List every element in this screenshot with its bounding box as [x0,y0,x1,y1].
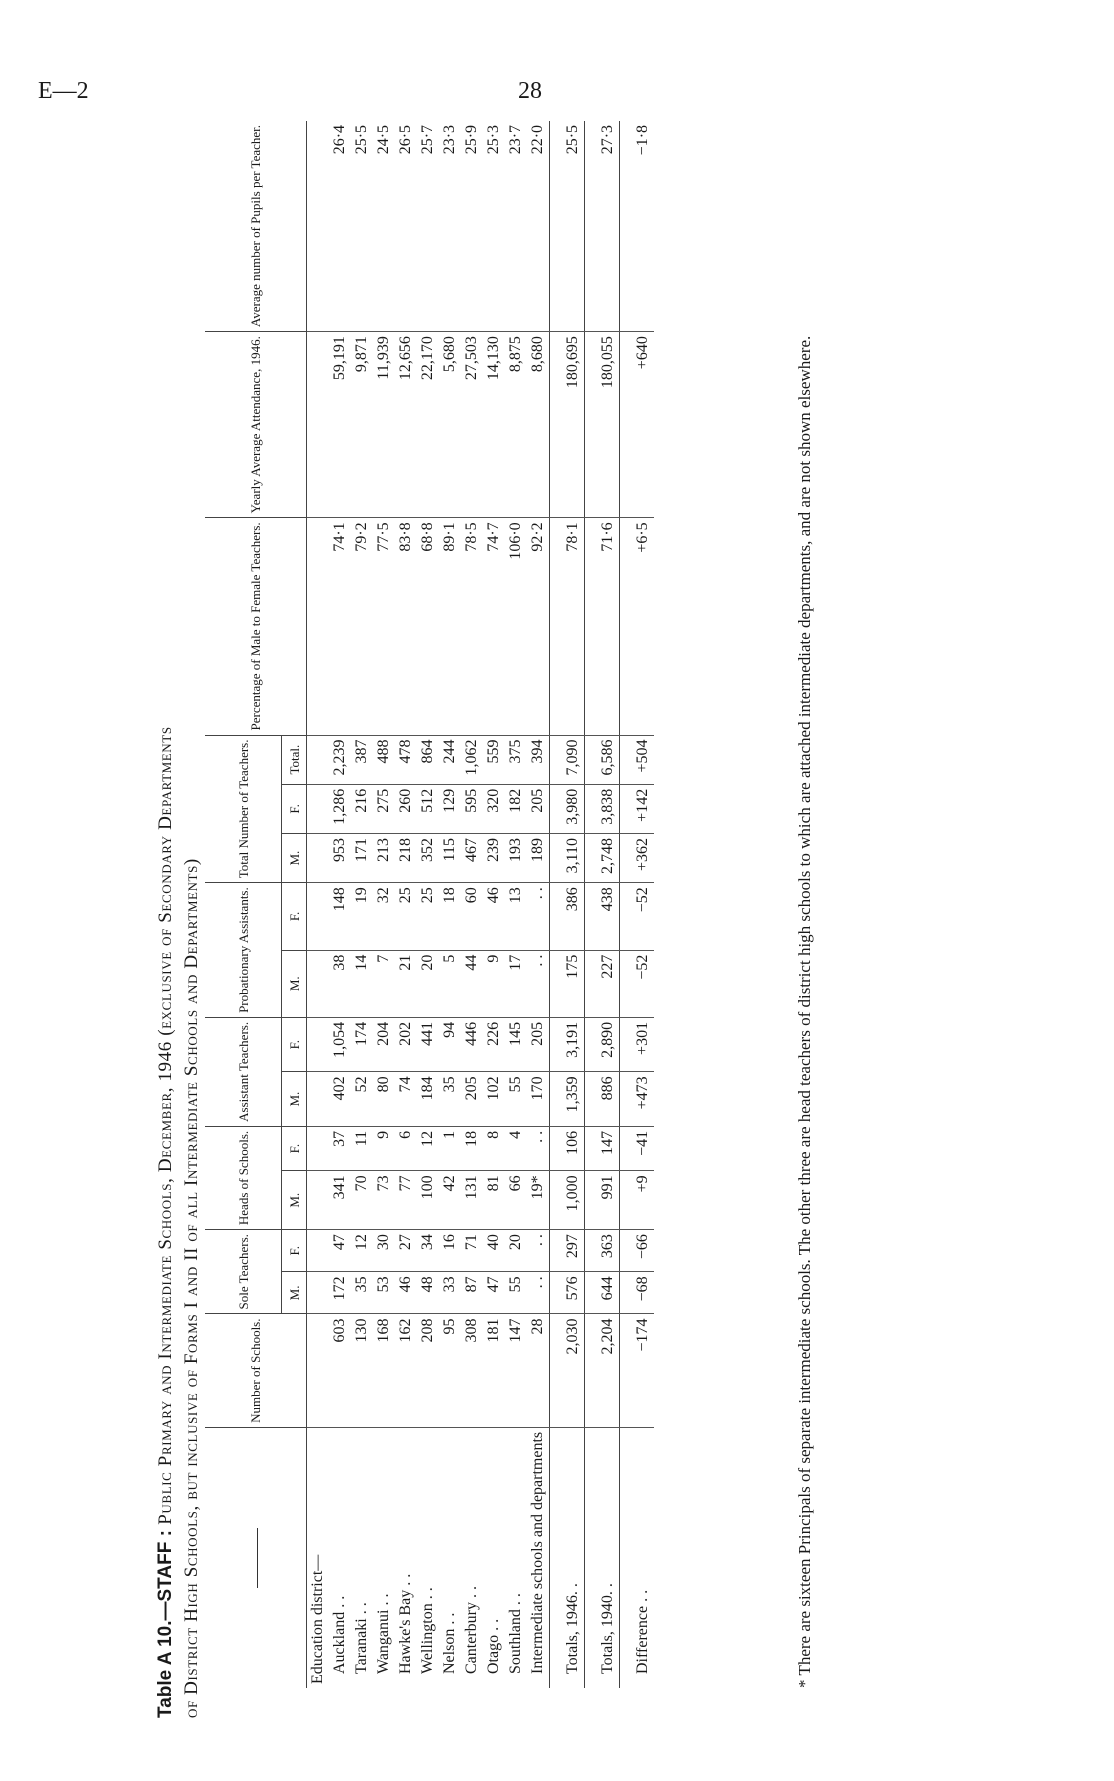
table-cell: 46 [483,883,505,950]
table-cell: 55 [505,1072,527,1126]
section-row [307,121,330,1688]
row-label: Totals, 1946. . [550,1427,585,1688]
table-cell: −52 [620,883,655,950]
sub-total: Total. [282,735,307,784]
table-cell: 78·1 [550,518,585,735]
table-cell: 22,170 [417,332,439,518]
table-cell: 170 [527,1072,550,1126]
table-cell: 52 [351,1072,373,1126]
table-cell: 47 [483,1272,505,1314]
table-cell: 886 [585,1072,620,1126]
table-cell: +142 [620,784,655,833]
header-row [205,121,282,1688]
sub-f: F. [282,883,307,950]
table-cell: 595 [461,784,483,833]
row-label: Nelson . . [441,1612,458,1674]
header-num-schools: Number of Schools. [205,1314,307,1427]
table-cell: 12,656 [395,332,417,518]
table-cell: 8 [483,1126,505,1170]
sub-f: F. [282,1017,307,1071]
table-cell: 35 [439,1072,461,1126]
table-cell: 27 [395,1230,417,1272]
table-cell: +640 [620,332,655,518]
header-dash [257,1528,258,1588]
table-cell: 218 [395,834,417,883]
table-cell: 438 [585,883,620,950]
table-cell: 402 [329,1072,351,1126]
table-cell: 25·7 [417,121,439,332]
table-cell: 182 [505,784,527,833]
table-cell: 30 [373,1230,395,1272]
table-cell: 260 [395,784,417,833]
table-cell: 80 [373,1072,395,1126]
table-cell: 95 [439,1314,461,1427]
table-cell: 205 [461,1072,483,1126]
header-heads: Heads of Schools. [205,1126,282,1229]
table-cell: 239 [483,834,505,883]
table-cell: 59,191 [329,332,351,518]
table-cell: 106 [550,1126,585,1170]
table-cell: 559 [483,735,505,784]
table-cell: 20 [417,950,439,1017]
table-cell: 71 [461,1230,483,1272]
table-cell: 8,875 [505,332,527,518]
table-cell: 94 [439,1017,461,1071]
table-cell: 8,680 [527,332,550,518]
table-cell: 3,110 [550,834,585,883]
table-cell: 9,871 [351,332,373,518]
table-cell: 22·0 [527,121,550,332]
table-row [395,121,417,1688]
table-cell: 147 [505,1314,527,1427]
table-cell: 208 [417,1314,439,1427]
row-label: Wellington . . [419,1587,436,1674]
table-cell: . . [527,1272,550,1314]
table-cell: . . [527,1230,550,1272]
row-label: Wanganui . . [375,1593,392,1674]
table-cell: 1,062 [461,735,483,784]
table-cell: . . [527,950,550,1017]
table-cell: 478 [395,735,417,784]
table-cell: 32 [373,883,395,950]
table-cell: 864 [417,735,439,784]
table-cell: 7 [373,950,395,1017]
table-cell: 18 [439,883,461,950]
table-cell: 87 [461,1272,483,1314]
table-cell: 25 [417,883,439,950]
table-cell: 202 [395,1017,417,1071]
table-cell: 24·5 [373,121,395,332]
table-cell: 81 [483,1171,505,1230]
table-cell: 53 [373,1272,395,1314]
table-cell: 55 [505,1272,527,1314]
table-cell: 148 [329,883,351,950]
table-cell: 162 [395,1314,417,1427]
total-row [550,121,585,1688]
table-cell: 11 [351,1126,373,1170]
table-cell: 1,359 [550,1072,585,1126]
table-cell: 512 [417,784,439,833]
table-cell: −68 [620,1272,655,1314]
table-cell: 2,890 [585,1017,620,1071]
table-cell: −66 [620,1230,655,1272]
table-cell: 363 [585,1230,620,1272]
table-cell: 297 [550,1230,585,1272]
table-cell: 44 [461,950,483,1017]
table-cell: 102 [483,1072,505,1126]
header-attendance: Yearly Average Attendance, 1946. [205,332,307,518]
table-cell: 168 [373,1314,395,1427]
table-cell: 184 [417,1072,439,1126]
table-title [153,118,205,1718]
table-cell: 27·3 [585,121,620,332]
table-cell: 644 [585,1272,620,1314]
table-cell: 35 [351,1272,373,1314]
table-cell: 953 [329,834,351,883]
table-cell: 991 [585,1171,620,1230]
table-cell: 26·4 [329,121,351,332]
table-row [439,121,461,1688]
table-cell: 33 [439,1272,461,1314]
header-sole: Sole Teachers. [205,1230,282,1314]
table-cell: 1,000 [550,1171,585,1230]
table-cell: 73 [373,1171,395,1230]
row-label: Taranaki . . [353,1602,370,1674]
table-cell: 244 [439,735,461,784]
table-cell: 2,030 [550,1314,585,1427]
rotated-table-page [145,118,865,1718]
table-cell: 3,980 [550,784,585,833]
table-cell: 18 [461,1126,483,1170]
table-cell: −174 [620,1314,655,1427]
table-cell: 180,695 [550,332,585,518]
table-cell: 38 [329,950,351,1017]
table-cell: 213 [373,834,395,883]
table-cell: 26·5 [395,121,417,332]
table-cell: 226 [483,1017,505,1071]
table-cell: 115 [439,834,461,883]
table-cell: 37 [329,1126,351,1170]
row-label: Southland . . [507,1593,524,1674]
table-cell: 34 [417,1230,439,1272]
table-cell: 19* [527,1171,550,1230]
table-cell: 4 [505,1126,527,1170]
table-cell: . . [527,1126,550,1170]
table-cell: 5 [439,950,461,1017]
table-cell: 68·8 [417,518,439,735]
table-cell: 275 [373,784,395,833]
table-cell: 2,239 [329,735,351,784]
table-cell: −41 [620,1126,655,1170]
table-cell: 467 [461,834,483,883]
table-cell: 23·7 [505,121,527,332]
table-row [417,121,439,1688]
table-cell: 47 [329,1230,351,1272]
table-cell: 6,586 [585,735,620,784]
table-cell: 1 [439,1126,461,1170]
table-cell: 46 [395,1272,417,1314]
table-cell: 17 [505,950,527,1017]
table-cell: 106·0 [505,518,527,735]
table-cell: +504 [620,735,655,784]
table-cell: 6 [395,1126,417,1170]
row-label: Difference . . [620,1427,655,1688]
table-cell: 71·6 [585,518,620,735]
row-label: Auckland . . [331,1595,348,1674]
table-cell: 130 [351,1314,373,1427]
table-cell: 131 [461,1171,483,1230]
table-cell: 79·2 [351,518,373,735]
table-cell: 147 [585,1126,620,1170]
table-cell: 320 [483,784,505,833]
table-cell: 394 [527,735,550,784]
table-cell: 216 [351,784,373,833]
table-cell: +301 [620,1017,655,1071]
table-cell: 1,054 [329,1017,351,1071]
table-cell: 27,503 [461,332,483,518]
table-cell: +9 [620,1171,655,1230]
table-cell: 1,286 [329,784,351,833]
table-cell: 172 [329,1272,351,1314]
total-row [585,121,620,1688]
table-cell: 83·8 [395,518,417,735]
table-cell: 14 [351,950,373,1017]
table-cell: 145 [505,1017,527,1071]
header-total: Total Number of Teachers. [205,735,282,883]
header-avg: Average number of Pupils per Teacher. [205,121,307,332]
table-cell: 180,055 [585,332,620,518]
table-cell: 19 [351,883,373,950]
table-cell: 12 [417,1126,439,1170]
table-cell: 488 [373,735,395,784]
table-cell: 171 [351,834,373,883]
table-row [329,121,351,1688]
table-cell: 189 [527,834,550,883]
table-cell: 603 [329,1314,351,1427]
table-cell: 3,191 [550,1017,585,1071]
table-cell: . . [527,883,550,950]
table-cell: 205 [527,1017,550,1071]
table-cell: 386 [550,883,585,950]
table-cell: 100 [417,1171,439,1230]
table-cell: 9 [373,1126,395,1170]
table-title-lead: Table A 10.—STAFF : [155,1530,176,1718]
table-cell: −52 [620,950,655,1017]
table-cell: +473 [620,1072,655,1126]
sub-m: M. [282,1171,307,1230]
table-cell: 25 [395,883,417,950]
table-cell: 23·3 [439,121,461,332]
table-cell: 70 [351,1171,373,1230]
table-row [483,121,505,1688]
table-cell: 66 [505,1171,527,1230]
table-cell: 129 [439,784,461,833]
table-cell: 174 [351,1017,373,1071]
table-cell: 14,130 [483,332,505,518]
table-row [461,121,483,1688]
table-cell: 42 [439,1171,461,1230]
table-cell: 77 [395,1171,417,1230]
table-cell: 25·5 [550,121,585,332]
table-cell: 60 [461,883,483,950]
table-cell: 74·1 [329,518,351,735]
row-label: Hawke's Bay . . [397,1573,414,1674]
staff-table [205,121,654,1688]
table-cell: 28 [527,1314,550,1427]
table-title-line2: of District High Schools, but inclusive of Forms I and II of all Intermediate Schools and Departments) [181,858,202,1718]
table-cell: 74 [395,1072,417,1126]
header-document-code: E—2 [38,78,89,104]
table-cell: 25·3 [483,121,505,332]
table-cell: 181 [483,1314,505,1427]
row-label: Intermediate schools and departments [529,1431,546,1674]
table-body [307,121,655,1688]
page-number: 28 [518,78,542,104]
table-cell: 204 [373,1017,395,1071]
table-cell: 2,748 [585,834,620,883]
table-cell: 78·5 [461,518,483,735]
table-cell: 16 [439,1230,461,1272]
row-label: Otago . . [485,1618,502,1674]
table-cell: 7,090 [550,735,585,784]
table-cell: 20 [505,1230,527,1272]
table-cell: 441 [417,1017,439,1071]
sub-m: M. [282,834,307,883]
district-column-header [205,1427,307,1688]
total-row [620,121,655,1688]
table-cell: 2,204 [585,1314,620,1427]
table-title-text: Public Primary and Intermediate Schools, December, 1946 (exclusive of Secondary Departments [155,726,176,1525]
sub-m: M. [282,1272,307,1314]
table-cell: 227 [585,950,620,1017]
table-row [351,121,373,1688]
table-row [373,121,395,1688]
table-cell: 13 [505,883,527,950]
table-cell: 77·5 [373,518,395,735]
table-cell: 48 [417,1272,439,1314]
sub-f: F. [282,1126,307,1170]
table-cell: +362 [620,834,655,883]
table-cell: 308 [461,1314,483,1427]
table-cell: 40 [483,1230,505,1272]
sub-m: M. [282,1072,307,1126]
table-cell: 74·7 [483,518,505,735]
table-row [527,121,550,1688]
header-probationary: Probationary Assistants. [205,883,282,1018]
table-cell: 375 [505,735,527,784]
table-cell: 9 [483,950,505,1017]
table-cell: 21 [395,950,417,1017]
table-cell: 205 [527,784,550,833]
header-assistant: Assistant Teachers. [205,1017,282,1126]
sub-f: F. [282,784,307,833]
table-cell: 89·1 [439,518,461,735]
table-cell: 25·9 [461,121,483,332]
table-cell: 12 [351,1230,373,1272]
table-cell: 25·5 [351,121,373,332]
table-cell: 446 [461,1017,483,1071]
table-cell: 5,680 [439,332,461,518]
row-label: Canterbury . . [463,1586,480,1674]
sub-m: M. [282,950,307,1017]
table-cell: 352 [417,834,439,883]
table-cell: +6·5 [620,518,655,735]
table-cell: 92·2 [527,518,550,735]
table-cell: 11,939 [373,332,395,518]
table-cell: 175 [550,950,585,1017]
table-cell: 387 [351,735,373,784]
header-pct: Percentage of Male to Female Teachers. [205,518,307,735]
sub-f: F. [282,1230,307,1272]
footnote: * There are sixteen Principals of separate intermediate schools. The other three are head teachers of district high schools to which are attached intermediate departments, and are not shown elsewhere. [795,335,814,1688]
table-cell: −1·8 [620,121,655,332]
table-cell: 193 [505,834,527,883]
table-cell: 576 [550,1272,585,1314]
table-row [505,121,527,1688]
row-label: Totals, 1940. . [585,1427,620,1688]
section-label: Education district— [309,1554,326,1684]
table-cell: 3,838 [585,784,620,833]
table-cell: 341 [329,1171,351,1230]
